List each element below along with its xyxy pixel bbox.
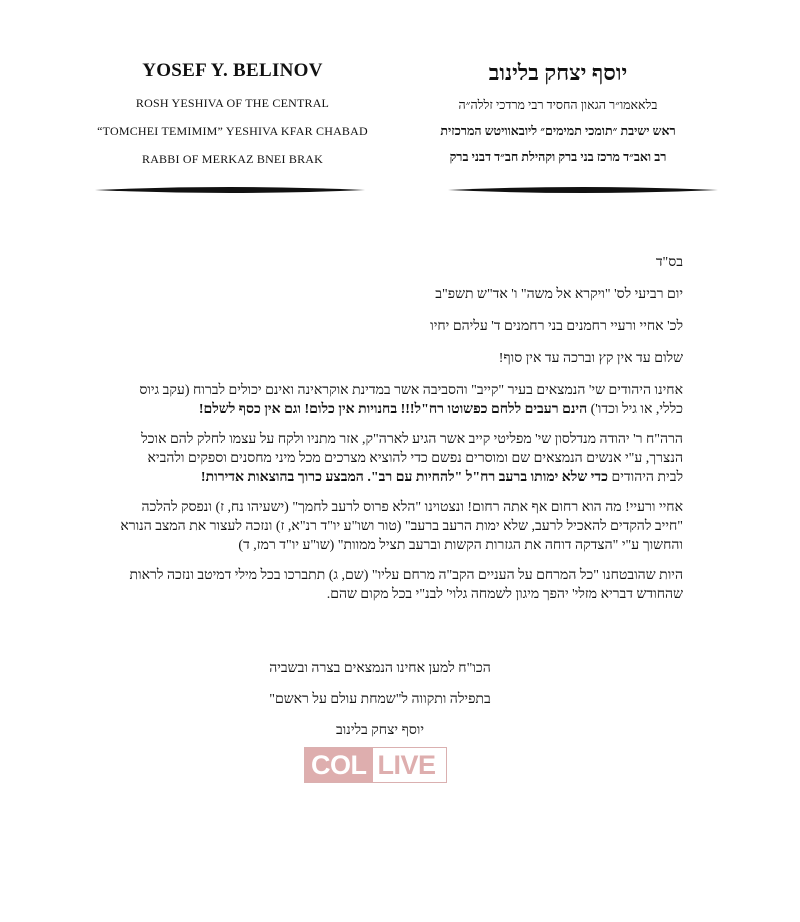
- hebrew-line-3: רב ואב״ד מרכז בני ברק וקהילת חב״ד דבני ברק: [449, 150, 667, 164]
- letter-date: יום רביעי לס' "ויקרא אל משה" ו' אד"ש תשפ"ב: [435, 287, 683, 302]
- divider-english: [95, 185, 365, 195]
- paragraph-1-text: אחינו היהודים שי' הנמצאים בעיר "קייב" והסביבה אשר במדינת אוקראינה ואינם יכולים לברוח (עקב גיוס כללי, או גיל וכדו'): [139, 383, 683, 417]
- letter-greeting: שלום עד אין קץ וברכה עד אין סוף!: [498, 351, 683, 366]
- header-english: [95, 60, 370, 167]
- header-hebrew: [418, 60, 698, 165]
- letter-closing: [240, 660, 520, 753]
- paragraph-3: אחיי ורעיי! מה הוא רחום אף אתה רחום! ונצטוינו "הלא פרוס לרעב לחמך" (ישעיהו נח, ז) ונפסק להלכה "חייב להקדים להאכיל לרעב, שלא ימות הרעב ברעב" (טור ושו"ע יו"ד רנ"א, ז) ונזכה לעצור את המצב הנורא והחשוך ע"י "הצדקה דוחה את הגזרות הקשות וברעב תציל ממוות" (שו"ע יו"ד רמז, ד): [120, 500, 683, 553]
- hebrew-line-2: ראש ישיבת ״תומכי תמימים״ ליובאוויטש המרכזית: [440, 124, 676, 138]
- hebrew-line-1: בלאאמו״ר הגאון החסיד רבי מרדכי זללה״ה: [458, 98, 658, 112]
- letter-body: [120, 253, 683, 615]
- col-live-watermark: [304, 747, 447, 783]
- bsd-mark: בס"ד: [655, 255, 683, 270]
- title-line-3: RABBI OF MERKAZ BNEI BRAK: [141, 152, 323, 166]
- paragraph-1-bold: הינם רעבים ללחם כפשוטו רח"ל!!! בחנויות אין כלום! וגם אין כסף לשלם!: [198, 402, 588, 417]
- watermark-col: COL: [305, 748, 373, 782]
- closing-line-1: הכו"ח למען אחינו הנמצאים בצרה ובשביה: [269, 661, 491, 676]
- name-english: YOSEF Y. BELINOV: [142, 60, 323, 81]
- paragraph-2-bold: כדי שלא ימותו ברעב רח"ל "להחיות עם רב". המבצע כרוך בהוצאות אדירות!: [200, 470, 608, 485]
- closing-line-2: בתפילה ותקווה ל"שמחת עולם על ראשם": [269, 692, 491, 707]
- name-hebrew: יוסף יצחק בלינוב: [488, 60, 628, 85]
- paragraph-2-text: הרה"ח ר' יהודה מנדלסון שי' מפליטי קייב אשר הגיע לארה"ק, אזר מתניו ולקח על עצמו לחלק להם אוכל הנצרך, ע"י אנשים הנמצאים שם ומוסרים נפשם כדי להוציא מצרכים מכל מיני מחסנים וספקים ולהביא לבית היהודים: [141, 432, 683, 485]
- letter-addressee: לכ' אחיי ורעיי רחמנים בני רחמנים ד' עליהם יחיו: [430, 319, 683, 334]
- paragraph-4: היות שהובטחנו "כל המרחם על העניים הקב"ה מרחם עליו" (שם, ג) תתברכו בכל מילי דמיטב ונזכה לראות שהחודש דבריא מזלי' יהפך מיגון לשמחה גלוי' לבנ"י בכל מקום שהם.: [129, 568, 683, 602]
- watermark-live: LIVE: [373, 748, 441, 782]
- signature: יוסף יצחק בלינוב: [335, 723, 425, 738]
- paragraph-1: [120, 381, 683, 419]
- paragraph-2: [120, 430, 683, 487]
- divider-hebrew: [448, 185, 718, 195]
- title-line-2: “TOMCHEI TEMIMIM” YESHIVA KFAR CHABAD: [97, 124, 368, 138]
- title-line-1: ROSH YESHIVA OF THE CENTRAL: [135, 96, 330, 110]
